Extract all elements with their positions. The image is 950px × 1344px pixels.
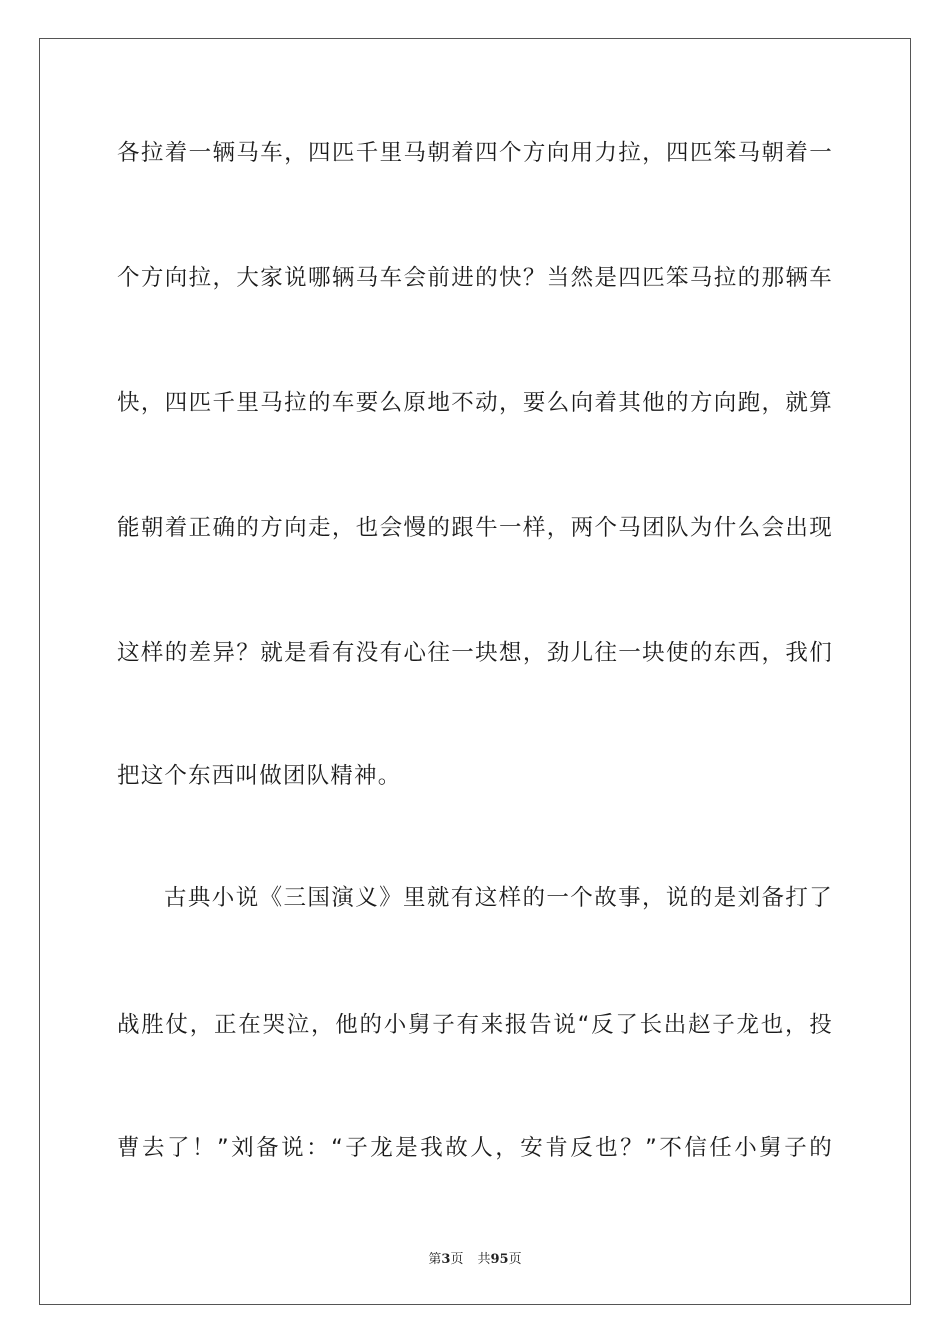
body-line-4: 能朝着正确的方向走，也会慢的跟牛一样，两个马团队为什么会出现: [117, 515, 833, 541]
page-number: 3: [441, 1252, 451, 1267]
body-line-7: 古典小说《三国演义》里就有这样的一个故事，说的是刘备打了: [164, 885, 833, 911]
body-line-3: 快，四匹千里马拉的车要么原地不动，要么向着其他的方向跑，就算: [117, 390, 833, 416]
page-footer: [0, 1248, 950, 1267]
body-line-1: 各拉着一辆马车，四匹千里马朝着四个方向用力拉，四匹笨马朝着一: [117, 140, 833, 166]
page-prefix: 第: [428, 1252, 442, 1267]
body-line-9: 曹去了！”刘备说：“子龙是我故人，安肯反也？”不信任小舅子的: [117, 1135, 833, 1161]
body-line-8: 战胜仗，正在哭泣，他的小舅子有来报告说“反了长出赵子龙也，投: [117, 1012, 833, 1038]
body-line-5: 这样的差异？就是看有没有心往一块想，劲儿往一块使的东西，我们: [117, 640, 833, 666]
total-pages: 95: [490, 1252, 509, 1267]
body-line-2: 个方向拉，大家说哪辆马车会前进的快？当然是四匹笨马拉的那辆车: [117, 265, 833, 291]
body-line-6: 把这个东西叫做团队精神。: [117, 763, 402, 789]
total-suffix: 页: [508, 1252, 522, 1267]
page-suffix: 页: [450, 1252, 464, 1267]
page-border: [39, 38, 911, 1305]
total-prefix: 共: [477, 1252, 491, 1267]
